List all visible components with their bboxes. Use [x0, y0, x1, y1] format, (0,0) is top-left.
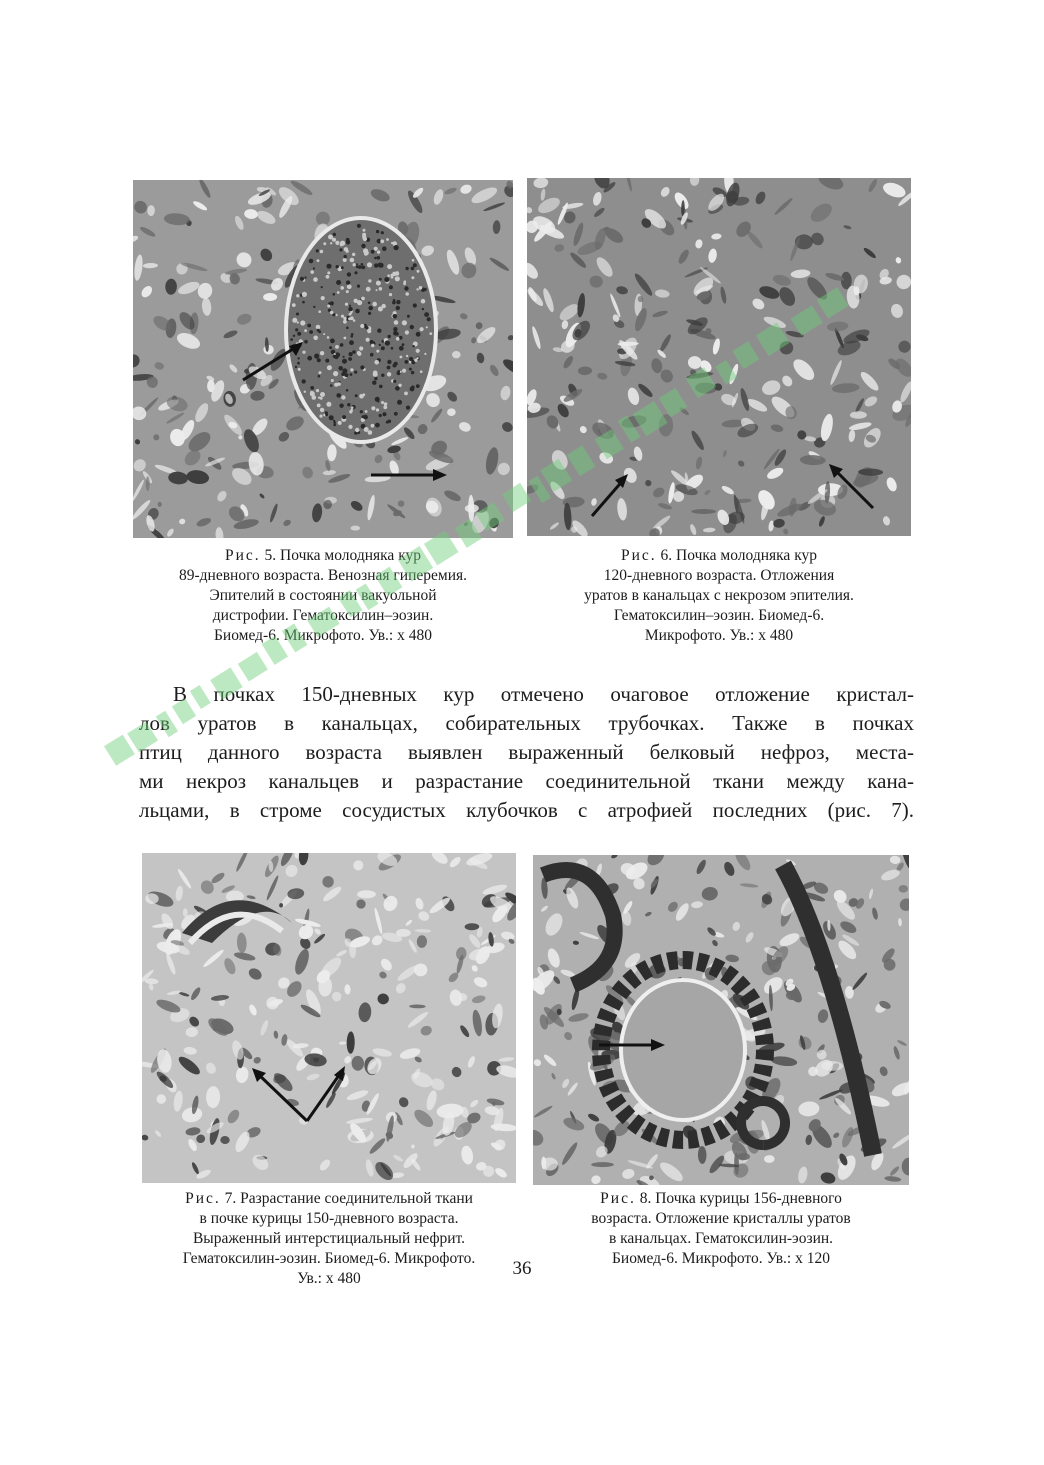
figure-8-label: Рис. — [600, 1190, 636, 1207]
paragraph-line: В почках 150-дневных кур отмечено очаговое отложение кристал- — [173, 682, 914, 706]
figure-6-micrograph — [527, 178, 911, 536]
figure-7-caption-text: 7. Разрастание соединительной ткани в почке курицы 150-дневного возраста. Выраженный интерстициальный нефрит. Гематоксилин-эозин. Биомед-6. Микрофото. Ув.: х 480 — [182, 1190, 476, 1287]
paragraph-line: птиц данного возраста выявлен выраженный белковый нефроз, места- — [139, 740, 914, 764]
figure-8-caption-text: 8. Почка курицы 156-дневного возраста. Отложение кристаллы уратов в канальцах. Гематоксилин-эозин. Биомед-6. Микрофото. Ув.: х 120 — [591, 1190, 851, 1267]
paragraph-line: лов уратов в канальцах, собирательных трубочках. Также в почках — [139, 711, 914, 735]
figure-5-image — [133, 180, 513, 538]
figure-5-caption-text: 5. Почка молодняка кур 89-дневного возраста. Венозная гиперемия. Эпителий в состоянии вакуольной дистрофии. Гематоксилин–эозин. Биомед-6. Микрофото. Ув.: х 480 — [179, 547, 467, 644]
paragraph-line: льцами, в строме сосудистых клубочков с атрофией последних (рис. 7). — [139, 798, 914, 822]
figure-5-caption — [133, 546, 513, 646]
figure-8-caption — [533, 1189, 909, 1269]
figure-8-micrograph — [533, 855, 909, 1185]
body-paragraph — [139, 680, 914, 825]
figure-7-micrograph — [142, 853, 516, 1183]
figure-6-label: Рис. — [621, 547, 657, 564]
figure-7-image — [142, 853, 516, 1183]
figure-5-micrograph — [133, 180, 513, 538]
paragraph-line: ми некроз канальцев и разрастание соединительной ткани между кана- — [139, 769, 914, 793]
page-number: 36 — [512, 1258, 532, 1279]
figure-6-caption — [527, 546, 911, 646]
figure-8-image — [533, 855, 909, 1185]
figure-5-label: Рис. — [225, 547, 261, 564]
figure-6-caption-text: 6. Почка молодняка кур 120-дневного возраста. Отложения уратов в канальцах с некрозом эпителия. Гематоксилин–эозин. Биомед-6. Микрофото. Ув.: х 480 — [584, 547, 854, 644]
figure-6-image — [527, 178, 911, 536]
figure-7-label: Рис. — [185, 1190, 221, 1207]
